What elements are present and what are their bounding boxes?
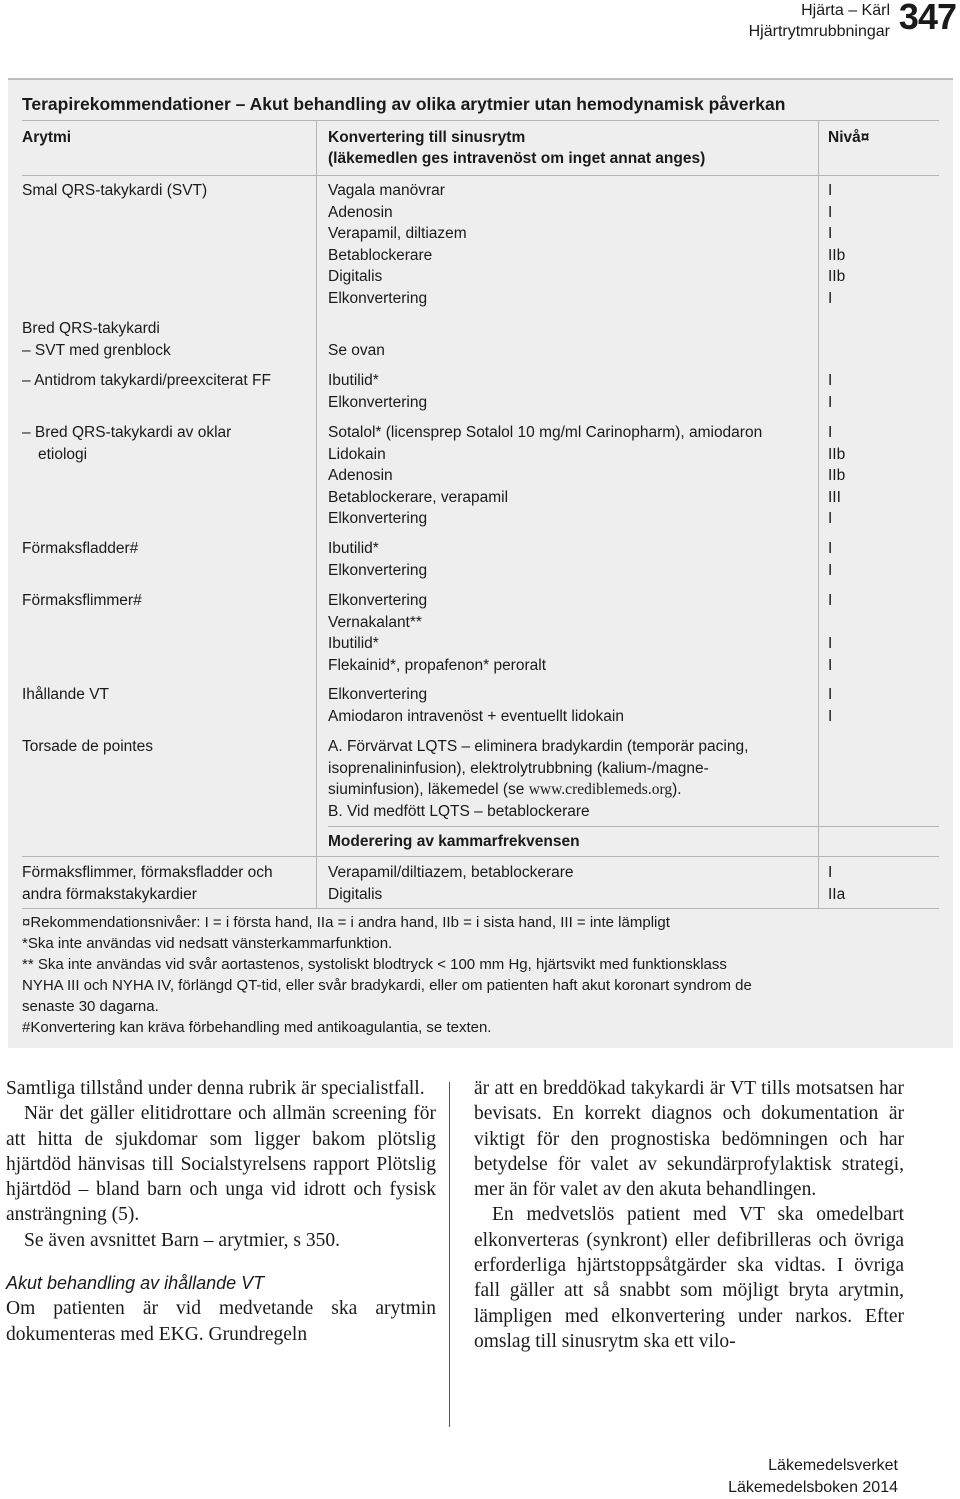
paragraph: En medvetslös patient med VT ska omedelbart elkonverteras (synkront) eller defibrilleras och övriga erforderliga hjärtstoppsåtgärder ska vidtas. I övriga fall gäller att så snabbt som möjligt bryta arytmin, lämpligen med elkonvertering under narkos. Efter omslag till sinusrytm ska ett vilo- (474, 1204, 904, 1352)
row-arytmi: Torsade de pointes (22, 738, 153, 755)
row-level: IIa (828, 885, 846, 903)
paragraph: Se även avsnittet Barn – arytmier, s 350. (24, 1229, 341, 1251)
row-level: IIb (828, 445, 846, 463)
row-treatment: Elkonvertering (328, 561, 428, 579)
row-treatment: Sotalol* (licensprep Sotalol 10 mg/ml Carinopharm), amiodaron (328, 424, 763, 441)
row-arytmi: Smal QRS-takykardi (SVT) (22, 182, 208, 199)
row-level: I (828, 393, 833, 411)
torsade-text: siuminfusion), läkemedel (se (328, 781, 529, 798)
footnote: *Ska inte användas vid nedsatt vänsterkammarfunktion. (22, 935, 393, 952)
row-treatment: Verapamil, diltiazem (328, 225, 467, 242)
row-level: I (828, 203, 833, 221)
row-treatment: Vernakalant** (328, 613, 422, 631)
row-arytmi: Förmaksflimmer# (22, 592, 142, 609)
footnote: ¤Rekommendationsnivåer: I = i första hand, IIa = i andra hand, IIb = i sista hand, III = inte lämpligt (22, 914, 670, 931)
row-level: I (828, 289, 833, 307)
row-treatment: Betablockerare, verapamil (328, 488, 509, 506)
row-treatment: Vagala manövrar (328, 182, 445, 199)
row-level: I (828, 864, 833, 881)
row-treatment: Betablockerare (328, 246, 433, 264)
row-treatment: Elkonvertering (328, 510, 428, 527)
row-treatment: A. Förvärvat LQTS – eliminera bradykardin (temporär pacing, (328, 738, 749, 755)
header-subsection: Hjärtrytmrubbningar (748, 23, 890, 40)
row-arytmi: andra förmakstakykardier (22, 885, 197, 903)
row-treatment: Elkonvertering (328, 592, 428, 609)
footnote: NYHA III och NYHA IV, förlängd QT-tid, eller svår bradykardi, eller om patienten haft akut koronart syndrom de (22, 977, 752, 994)
row-level: I (828, 510, 833, 527)
row-level: I (828, 372, 833, 389)
row-arytmi: Ihållande VT (22, 686, 110, 703)
row-treatment: B. Vid medfött LQTS – betablockerare (328, 802, 590, 820)
header-section: Hjärta – Kärl (801, 2, 890, 19)
right-column (474, 1076, 904, 1354)
column-separator (818, 120, 819, 908)
row-level: I (828, 561, 833, 579)
row-treatment: Ibutilid* (328, 372, 379, 389)
row-treatment: Ibutilid* (328, 540, 379, 557)
row-level: I (828, 686, 833, 703)
footnote: ** Ska inte användas vid svår aortastenos, systoliskt blodtryck < 100 mm Hg, hjärtsvikt med funktionsklass (22, 956, 727, 973)
page-footer (728, 1455, 898, 1499)
row-treatment: Se ovan (328, 341, 385, 359)
torsade-text-end: ). (672, 781, 682, 798)
row-level: I (828, 656, 833, 674)
col-header-konvertering: Konvertering till sinusrytm (328, 129, 526, 146)
rule (328, 826, 939, 827)
row-treatment: isoprenalininfusion), elektrolytrubbning (kalium-/magne- (328, 759, 709, 777)
row-arytmi: – Antidrom takykardi/preexciterat FF (22, 372, 271, 389)
left-column (6, 1076, 436, 1347)
row-treatment: Ibutilid* (328, 635, 379, 652)
row-level: III (828, 488, 841, 506)
col-header-niva: Nivå¤ (828, 129, 870, 146)
column-separator (316, 120, 317, 908)
row-treatment: Elkonvertering (328, 289, 428, 307)
paragraph: När det gäller elitidrottare och allmän screening för att hitta de sjukdomar som ligger bakom plötslig hjärtdöd hänvisas till Socialstyrelsens rapport Plötslig hjärtdöd – bland barn och unga vid idrott och fysisk ansträngning (5). (6, 1103, 436, 1226)
row-level: IIb (828, 246, 846, 264)
row-arytmi: etiologi (38, 445, 88, 463)
row-arytmi: – SVT med grenblock (22, 341, 171, 359)
subheading: Akut behandling av ihållande VT (6, 1273, 265, 1294)
paragraph: Om patienten är vid medvetande ska arytmin dokumenteras med EKG. Grundregeln (6, 1298, 436, 1345)
footer-book: Läkemedelsboken 2014 (728, 1479, 898, 1496)
column-divider (449, 1082, 450, 1427)
row-level: I (828, 707, 833, 725)
row-treatment: Amiodaron intravenöst + eventuellt lidokain (328, 707, 624, 725)
row-treatment: Elkonvertering (328, 393, 428, 411)
footer-publisher: Läkemedelsverket (768, 1457, 898, 1474)
footnote: #Konvertering kan kräva förbehandling med antikoagulantia, se texten. (22, 1019, 492, 1036)
row-level: I (828, 182, 833, 199)
row-treatment: Digitalis (328, 885, 383, 903)
paragraph: är att en breddökad takykardi är VT tills motsatsen har bevisats. En korrekt diagnos och dokumentation är viktigt för den prognostiska bedömningen och har betydelse för valet av sekundärprofylaktisk strategi, mer än för valet av den akuta behandlingen. (474, 1078, 904, 1201)
row-level: I (828, 540, 833, 557)
footnote: senaste 30 dagarna. (22, 998, 159, 1015)
row-arytmi: – Bred QRS-takykardi av oklar (22, 424, 232, 441)
row-arytmi: Förmaksflimmer, förmaksfladder och (22, 864, 273, 881)
paragraph: Samtliga tillstånd under denna rubrik är specialistfall. (6, 1078, 425, 1099)
running-header (749, 0, 890, 42)
row-treatment (328, 779, 682, 801)
row-level: I (828, 635, 833, 652)
row-treatment: Lidokain (328, 445, 386, 463)
row-treatment: Elkonvertering (328, 686, 428, 703)
col-header-konvertering-note: (läkemedlen ges intravenöst om inget annat anges) (328, 150, 706, 167)
row-level: IIb (828, 268, 846, 285)
col-header-arytmi: Arytmi (22, 129, 72, 146)
page-number: 347 (898, 0, 956, 37)
row-treatment: Digitalis (328, 268, 383, 285)
moderering-heading: Moderering av kammarfrekvensen (328, 833, 580, 850)
row-arytmi: Bred QRS-takykardi (22, 320, 160, 337)
rule (22, 856, 939, 857)
box-title: Terapirekommendationer – Akut behandling av olika arytmier utan hemodynamisk påverkan (22, 94, 786, 114)
rule (22, 175, 939, 176)
row-treatment: Adenosin (328, 467, 393, 484)
row-treatment: Flekainid*, propafenon* peroralt (328, 656, 546, 674)
rule (22, 120, 939, 121)
row-level: IIb (828, 467, 846, 484)
recommendation-box (8, 78, 953, 1048)
crediblemeds-link[interactable]: www.crediblemeds.org (528, 781, 673, 798)
row-level: I (828, 424, 833, 441)
row-level: I (828, 225, 833, 242)
row-treatment: Verapamil/diltiazem, betablockerare (328, 864, 574, 881)
row-level: I (828, 592, 833, 609)
row-arytmi: Förmaksfladder# (22, 540, 139, 557)
row-treatment: Adenosin (328, 203, 393, 221)
rule (22, 908, 939, 909)
